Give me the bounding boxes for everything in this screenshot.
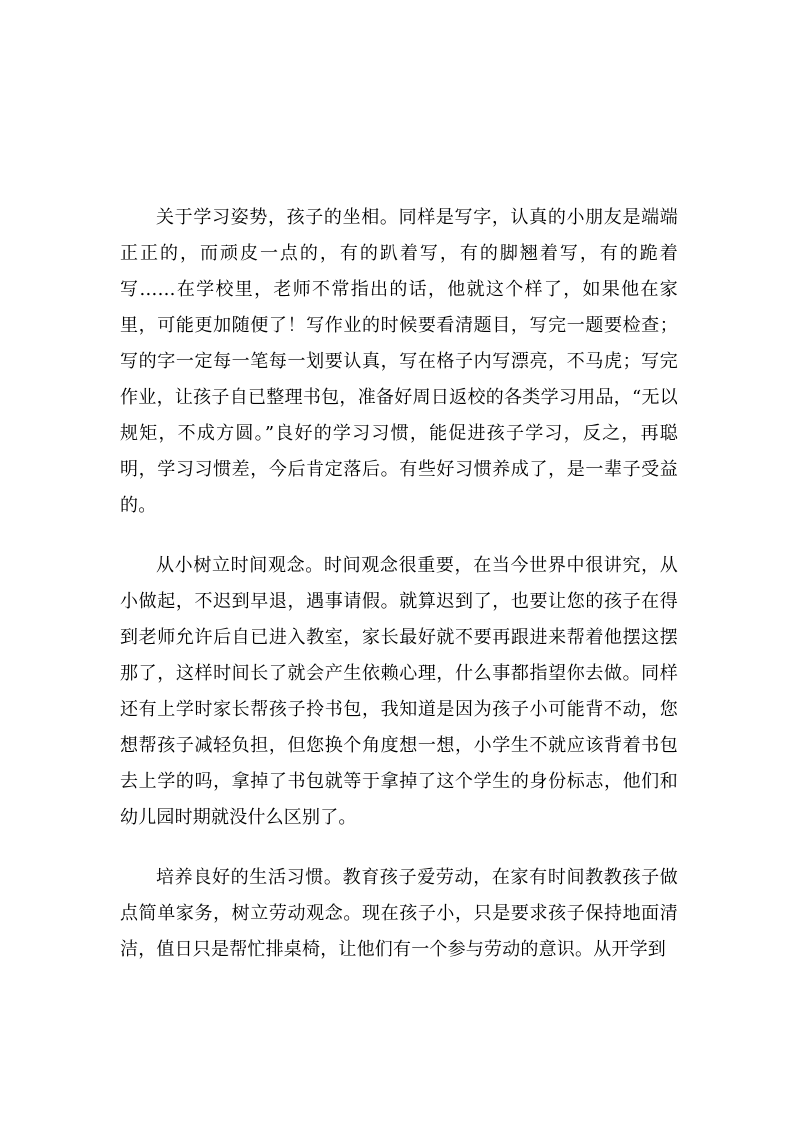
paragraph-living-habits: 培养良好的生活习惯。教育孩子爱劳动，在家有时间教教孩子做点简单家务，树立劳动观念。现在孩子小，只是要求孩子保持地面清洁，值日只是帮忙排桌椅，让他们有一个参与劳动的意识。从开学到: [120, 867, 678, 960]
paragraph-time-concept: 从小树立时间观念。时间观念很重要，在当今世界中很讲究，从小做起，不迟到早退，遇事请假。就算迟到了，也要让您的孩子在得到老师允许后自已进入教室，家长最好就不要再跟进来帮着他摆这摆那了，这样时间长了就会产生依赖心理，什么事都指望你去做。同样还有上学时家长帮孩子拎书包，我知道是因为孩子小可能背不动，您想帮孩子减轻负担，但您换个角度想一想，小学生不就应该背着书包去上学的吗，拿掉了书包就等于拿掉了这个学生的身份标志，他们和幼儿园时期就没什么区别了。: [120, 555, 678, 828]
paragraph-study-posture: 关于学习姿势，孩子的坐相。同样是写字，认真的小朋友是端端正正的，而顽皮一点的，有的趴着写，有的脚翘着写，有的跪着写……在学校里，老师不常指出的话，他就这个样了，如果他在家里，可能更加随便了！写作业的时候要看清题目，写完一题要检查；写的字一定每一笔每一划要认真，写在格子内写漂亮，不马虎；写完作业，让孩子自已整理书包，准备好周日返校的各类学习用品，“无以规矩，不成方圆。”良好的学习习惯，能促进孩子学习，反之，再聪明，学习习惯差，今后肯定落后。有些好习惯养成了，是一辈子受益的。: [120, 207, 678, 516]
document-page: [120, 200, 678, 968]
